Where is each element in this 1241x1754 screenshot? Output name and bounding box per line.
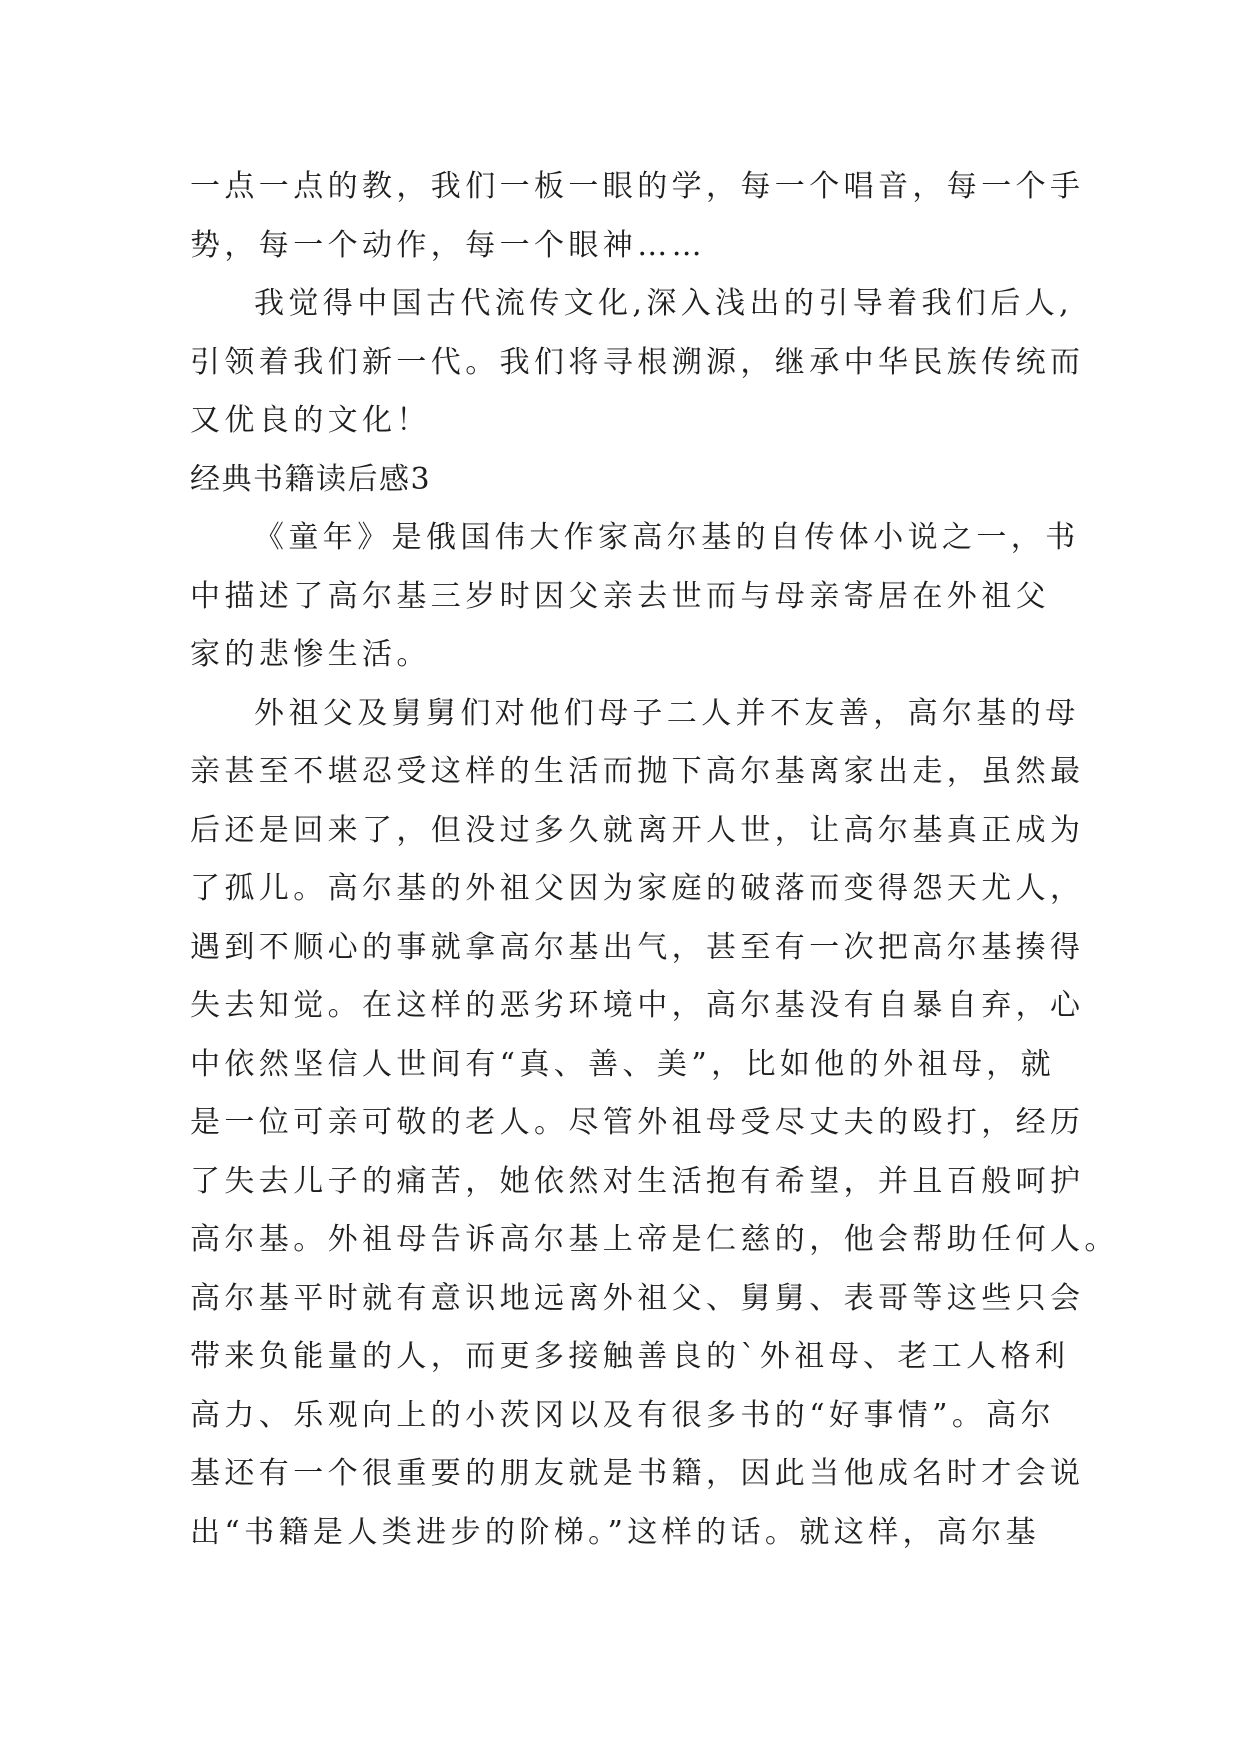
text-line: 带来负能量的人，而更多接触善良的`外祖母、老工人格利	[190, 1339, 1070, 1374]
text-line: 一点一点的教，我们一板一眼的学，每一个唱音，每一个手	[190, 169, 1085, 204]
text-line: 《童年》是俄国伟大作家高尔基的自传体小说之一，书	[254, 520, 1080, 555]
document-body	[190, 158, 1119, 1562]
text-line: 中描述了高尔基三岁时因父亲去世而与母亲寄居在外祖父	[190, 578, 1050, 614]
text-line: 高尔基。外祖母告诉高尔基上帝是仁慈的，他会帮助任何人。	[190, 1222, 1119, 1257]
text-line: 势，每一个动作，每一个眼神……	[190, 227, 706, 263]
text-line: 了失去儿子的痛苦，她依然对生活抱有希望，并且百般呵护	[190, 1163, 1085, 1199]
text-line: 出“书籍是人类进步的阶梯。”这样的话。就这样，高尔基	[190, 1514, 1041, 1550]
text-line: 高尔基平时就有意识地远离外祖父、舅舅、表哥等这些只会	[190, 1280, 1085, 1316]
text-line: 引领着我们新一代。我们将寻根溯源，继承中华民族传统而	[190, 344, 1085, 380]
text-line: 亲甚至不堪忍受这样的生活而抛下高尔基离家出走，虽然最	[190, 754, 1085, 789]
text-line: 家的悲惨生活。	[190, 637, 431, 672]
text-line: 基还有一个很重要的朋友就是书籍，因此当他成名时才会说	[190, 1456, 1085, 1491]
text-line: 又优良的文化！	[190, 403, 431, 438]
text-line: 失去知觉。在这样的恶劣环境中，高尔基没有自暴自弃，心	[190, 988, 1085, 1023]
section-heading: 经典书籍读后感3	[190, 461, 432, 497]
text-line: 了孤儿。高尔基的外祖父因为家庭的破落而变得怨天尤人，	[190, 871, 1085, 906]
text-line: 我觉得中国古代流传文化,深入浅出的引导着我们后人,	[254, 286, 1074, 321]
text-line: 中依然坚信人世间有“真、善、美”，比如他的外祖母，就	[190, 1046, 1056, 1082]
text-line: 后还是回来了，但没过多久就离开人世，让高尔基真正成为	[190, 812, 1085, 848]
text-line: 遇到不顺心的事就拿高尔基出气，甚至有一次把高尔基揍得	[190, 929, 1085, 965]
text-line: 外祖父及舅舅们对他们母子二人并不友善，高尔基的母	[254, 695, 1080, 731]
text-line: 是一位可亲可敬的老人。尽管外祖母受尽丈夫的殴打，经历	[190, 1105, 1085, 1140]
text-line: 高力、乐观向上的小茨冈以及有很多书的“好事情”。高尔	[190, 1397, 1056, 1433]
